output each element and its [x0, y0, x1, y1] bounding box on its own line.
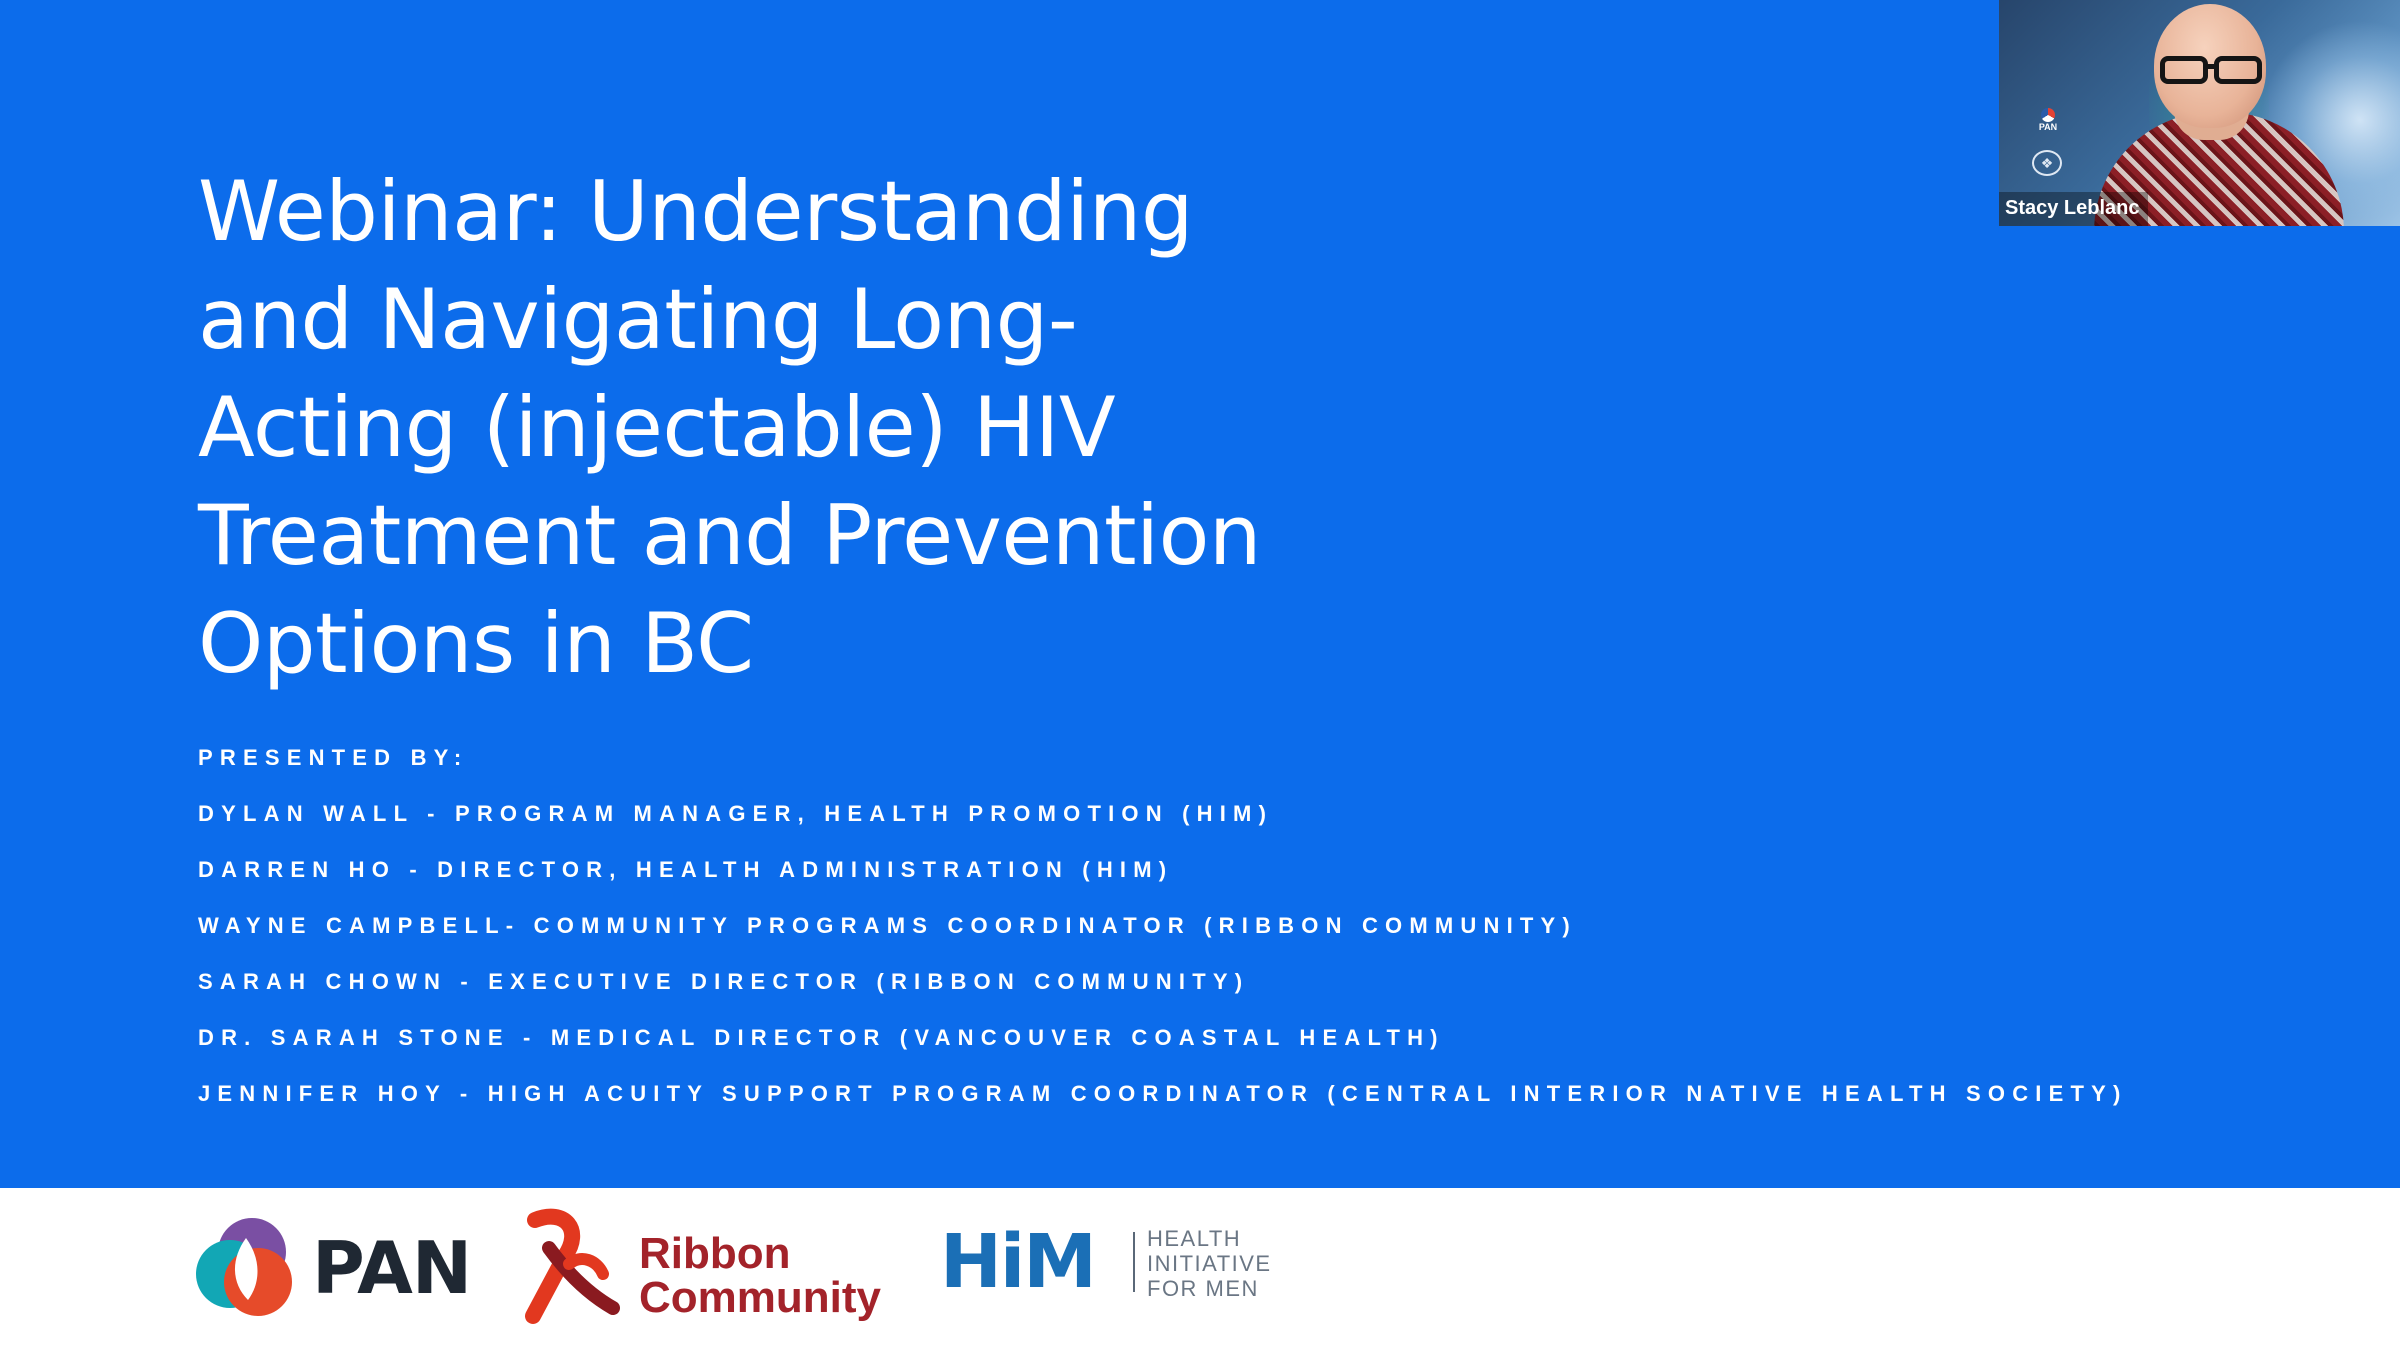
- participant-video-tile[interactable]: [1999, 0, 2400, 226]
- presenter-item: SARAH CHOWN - EXECUTIVE DIRECTOR (RIBBON COMMUNITY): [198, 969, 1250, 994]
- title-line: and Navigating Long-: [198, 271, 1078, 368]
- him-logo-divider: [1133, 1232, 1135, 1292]
- ribbon-logo-icon: [505, 1208, 625, 1328]
- title-line: Acting (injectable) HIV: [198, 379, 1116, 476]
- participant-name-label: Stacy Leblanc: [1999, 192, 2148, 226]
- him-logo: [940, 1219, 1300, 1305]
- ribbon-logo-line: Community: [639, 1273, 881, 1322]
- pan-badge-text: PAN: [2038, 122, 2058, 132]
- glasses-icon: [2152, 56, 2270, 86]
- video-pan-badge: [2035, 108, 2061, 138]
- him-logo-sub-line: FOR MEN: [1147, 1276, 1259, 1301]
- title-line: Options in BC: [198, 595, 754, 692]
- him-logo-subtitle: [1147, 1226, 1272, 1301]
- pan-badge-icon: [2041, 108, 2055, 122]
- pan-logo-text: PAN: [312, 1226, 472, 1310]
- ribbon-community-logo: [505, 1208, 905, 1328]
- him-logo-sub-line: HEALTH: [1147, 1226, 1242, 1251]
- video-ribbon-badge-icon: ❖: [2032, 150, 2062, 176]
- presenter-item: WAYNE CAMPBELL- COMMUNITY PROGRAMS COORDINATOR (RIBBON COMMUNITY): [198, 913, 1577, 938]
- ribbon-logo-line: Ribbon: [639, 1229, 791, 1278]
- him-logo-text: HiM: [940, 1219, 1095, 1305]
- title-line: Treatment and Prevention: [198, 487, 1261, 584]
- pan-logo-icon: [190, 1212, 302, 1324]
- presenter-list: [198, 742, 2128, 1134]
- slide-title: [198, 158, 1398, 698]
- presenter-item: DARREN HO - DIRECTOR, HEALTH ADMINISTRATION (HIM): [198, 857, 1174, 882]
- ribbon-logo-text: [639, 1229, 881, 1322]
- presenter-item: DYLAN WALL - PROGRAM MANAGER, HEALTH PROMOTION (HIM): [198, 801, 1274, 826]
- pan-logo: [190, 1208, 472, 1328]
- him-logo-sub-line: INITIATIVE: [1147, 1251, 1272, 1276]
- presented-by-label: PRESENTED BY:: [198, 745, 469, 770]
- title-line: Webinar: Understanding: [198, 163, 1194, 260]
- presenter-item: JENNIFER HOY - HIGH ACUITY SUPPORT PROGRAM COORDINATOR (CENTRAL INTERIOR NATIVE HEALTH SOCIETY): [198, 1081, 2128, 1106]
- presenter-item: DR. SARAH STONE - MEDICAL DIRECTOR (VANCOUVER COASTAL HEALTH): [198, 1025, 1445, 1050]
